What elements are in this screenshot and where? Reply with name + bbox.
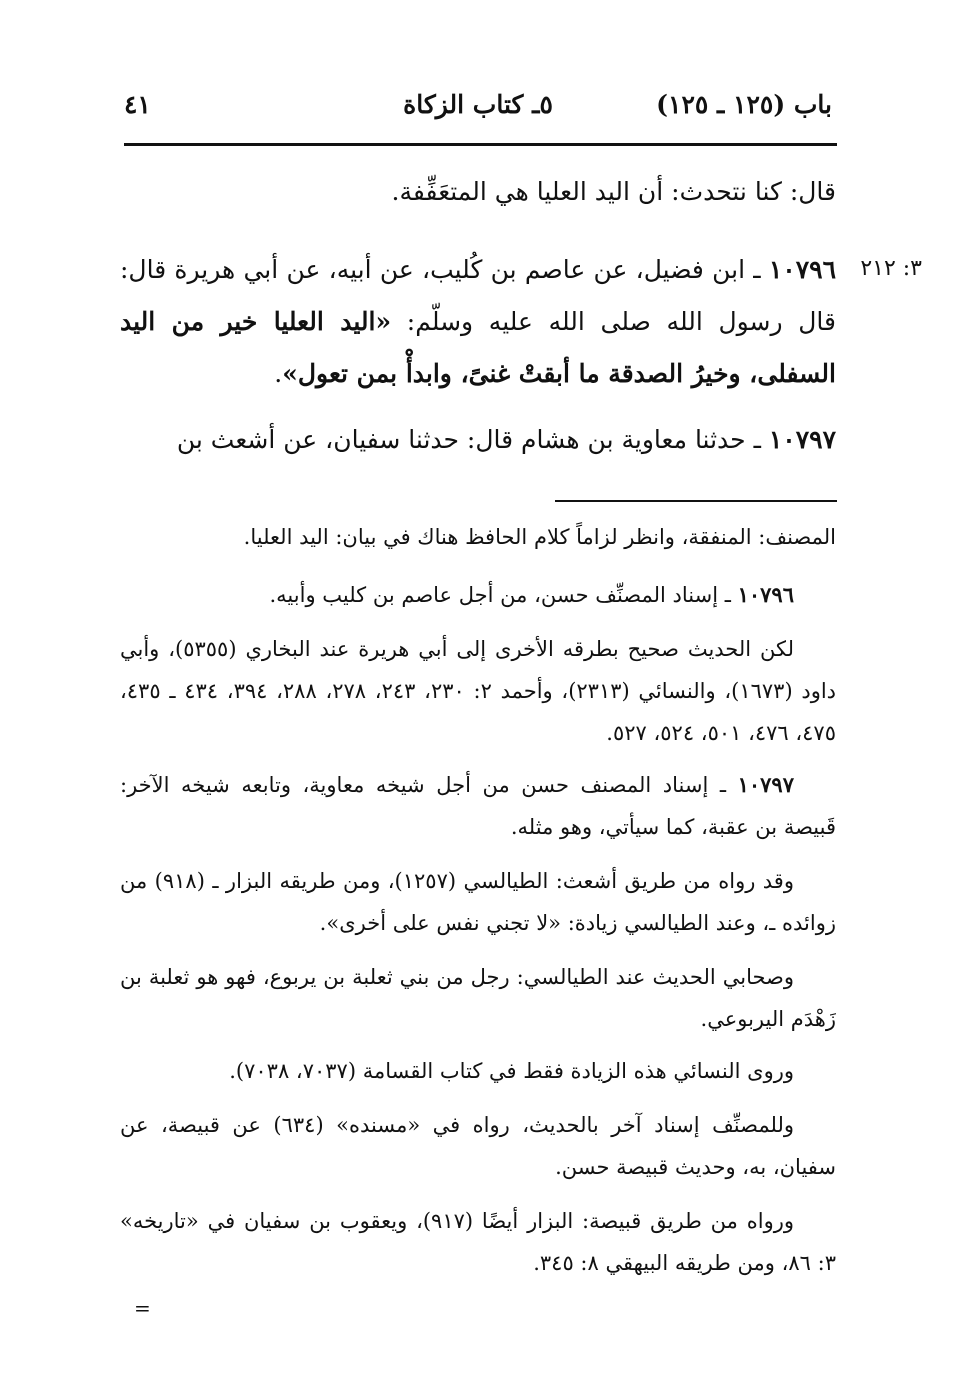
hadith-10797 (120, 414, 836, 466)
hadith-end: . (274, 359, 283, 388)
footnote-paragraph: وروى النسائي هذه الزيادة فقط في كتاب القسامة (٧٠٣٧، ٧٠٣٨). (229, 1059, 794, 1083)
running-header-chapter: باب (١٢٥ ـ ١٢٥) (656, 90, 832, 119)
page-number: ٤١ (124, 90, 151, 119)
footnote-paragraph: المصنف: المنفقة، وانظر لزاماً كلام الحافظ هناك في بيان: اليد العليا. (243, 525, 836, 549)
header-rule (124, 143, 837, 146)
footnote-paragraph: وصحابي الحديث عند الطيالسي: رجل من بني ثعلبة بن يربوع، فهو هو ثعلبة بن زَهْدَم اليربوعي. (120, 965, 836, 1031)
hadith-text: ـ حدثنا معاوية بن هشام قال: حدثنا سفيان، عن أشعث بن (176, 425, 769, 454)
footnote-text: ـ إسناد المصنف حسن من أجل شيخه معاوية، وتابعه شيخه الآخر: قَبيصة بن عقبة، كما سيأتي، وهو مثله. (120, 773, 836, 839)
continuation-mark: = (134, 1296, 151, 1320)
hadith-number: ١٠٧٩٧ (768, 425, 836, 454)
margin-reference: ٣: ٢١٢ (860, 256, 922, 281)
footnote-paragraph: وللمصنِّف إسناد آخر بالحديث، رواه في «مسنده» (٦٣٤) عن قبيصة، عن سفيان، به، وحديث قبيصة حسن. (120, 1113, 836, 1179)
intro-paragraph: قال: كنا نتحدث: أن اليد العليا هي المتعَفِّفة. (391, 177, 836, 206)
hadith-number: ١٠٧٩٦ (768, 255, 836, 284)
footnote-paragraph: لكن الحديث صحيح بطرقه الأخرى إلى أبي هريرة عند البخاري (٥٣٥٥)، وأبي داود (١٦٧٣)، والنسائي (٢٣١٣)، وأحمد ٢: ٢٣٠، ٢٤٣، ٢٧٨، ٢٨٨، ٣٩٤، ٤٣٤ ـ ٤٣٥، ٤٧٥، ٤٧٦، ٥٠١، ٥٢٤، ٥٢٧. (120, 637, 837, 745)
running-header-book-title: ٥ـ كتاب الزكاة (403, 90, 553, 119)
hadith-10796 (120, 244, 836, 400)
footnote-10797 (120, 764, 836, 848)
footnote-paragraph: ورواه من طريق قبيصة: البزار أيضًا (٩١٧)، ويعقوب بن سفيان في «تاريخه» ٣: ٨٦، ومن طريقه البيهقي ٨: ٣٤٥. (120, 1209, 836, 1275)
hadith-text: ـ ابن فضيل، عن عاصم بن كُليب، عن أبيه، عن أبي هريرة قال: قال رسول الله صلى الله عليه وسلّم: (120, 255, 836, 336)
footnote-10796 (120, 574, 836, 616)
footnote-separator (555, 500, 837, 502)
footnote-paragraph: وقد رواه من طريق أشعث: الطيالسي (١٢٥٧)، ومن طريقه البزار ـ (٩١٨) من زوائده ـ، وعند الطيالسي زيادة: «لا تجني نفس على أخرى». (120, 869, 836, 935)
footnote-number: ١٠٧٩٧ (737, 772, 794, 797)
footnote-number: ١٠٧٩٦ (737, 582, 794, 607)
footnote-text: ـ إسناد المصنِّف حسن، من أجل عاصم بن كليب وأبيه. (269, 583, 738, 607)
hadith-matn: «اليد العليا خير من اليد السفلى، وخيرُ الصدقة ما أبقتْ غنىً، وابدأْ بمن تعول» (120, 307, 836, 388)
